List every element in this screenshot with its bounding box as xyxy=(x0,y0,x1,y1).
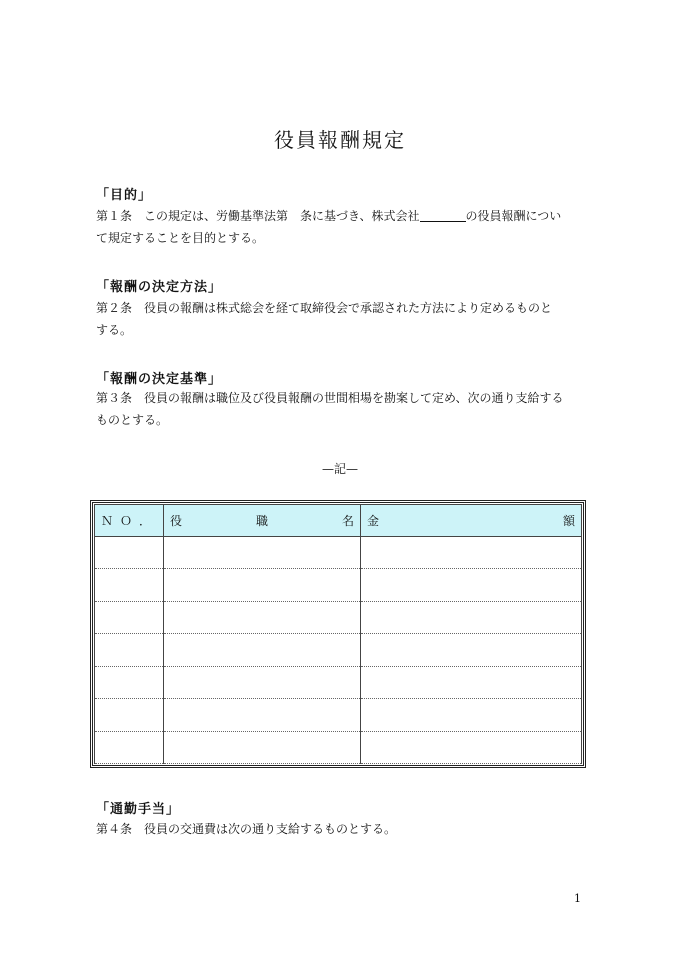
article-3-line-1: 第３条 役員の報酬は職位及び役員報酬の世間相場を勘案して定め、次の通り支給する xyxy=(96,391,564,405)
header-role xyxy=(164,505,361,537)
cell-role[interactable] xyxy=(164,601,361,633)
article-2-text xyxy=(96,297,588,341)
cell-no[interactable] xyxy=(95,731,164,763)
cell-amount[interactable] xyxy=(361,731,582,763)
cell-role[interactable] xyxy=(164,569,361,601)
cell-role[interactable] xyxy=(164,666,361,698)
table-row xyxy=(95,569,582,601)
section-heading-criteria: 「報酬の決定基準」 xyxy=(96,372,223,387)
section-heading-purpose: 「目的」 xyxy=(96,188,153,203)
header-amount-char: 金 xyxy=(367,514,380,528)
article-1-line-1b: の役員報酬につい xyxy=(465,209,562,223)
cell-role[interactable] xyxy=(164,699,361,731)
cell-no[interactable] xyxy=(95,699,164,731)
table-row xyxy=(95,666,582,698)
cell-role[interactable] xyxy=(164,731,361,763)
cell-no[interactable] xyxy=(95,569,164,601)
article-1-line-2: て規定することを目的とする。 xyxy=(96,231,265,245)
compensation-table xyxy=(90,500,586,768)
cell-no[interactable] xyxy=(95,601,164,633)
table-row xyxy=(95,731,582,763)
article-4-text xyxy=(96,818,588,840)
section-heading-commute: 「通勤手当」 xyxy=(96,802,181,817)
cell-amount[interactable] xyxy=(361,699,582,731)
table-row xyxy=(95,634,582,666)
cell-amount[interactable] xyxy=(361,569,582,601)
section-heading-method: 「報酬の決定方法」 xyxy=(96,280,223,295)
header-no-char: Ｏ xyxy=(119,514,138,528)
cell-role[interactable] xyxy=(164,634,361,666)
header-no xyxy=(95,505,164,537)
document-title: 役員報酬規定 xyxy=(274,128,406,152)
header-no-char: Ｎ xyxy=(101,514,120,528)
cell-role[interactable] xyxy=(164,537,361,569)
article-2-line-2: する。 xyxy=(96,323,133,337)
header-amount xyxy=(361,505,582,537)
header-role-char: 役 xyxy=(170,514,183,528)
table-row xyxy=(95,537,582,569)
cell-amount[interactable] xyxy=(361,666,582,698)
article-3-text xyxy=(96,387,588,431)
cell-amount[interactable] xyxy=(361,634,582,666)
cell-no[interactable] xyxy=(95,634,164,666)
article-1-line-1a: 第１条 この規定は、労働基準法第 条に基づき、株式会社 xyxy=(96,209,420,223)
page-number: 1 xyxy=(574,892,581,905)
header-role-char: 職 xyxy=(255,514,268,528)
article-2-line-1: 第２条 役員の報酬は株式総会を経て取締役会で承認された方法により定めるものと xyxy=(96,301,553,315)
cell-amount[interactable] xyxy=(361,537,582,569)
company-name-blank xyxy=(420,209,466,222)
table-header-row xyxy=(95,505,582,537)
article-4-line-1: 第４条 役員の交通費は次の通り支給するものとする。 xyxy=(96,822,397,836)
header-no-char: ． xyxy=(138,514,157,528)
header-amount-char: 額 xyxy=(562,514,575,528)
header-role-char: 名 xyxy=(341,514,354,528)
article-3-line-2: ものとする。 xyxy=(96,413,169,427)
table-row xyxy=(95,699,582,731)
cell-no[interactable] xyxy=(95,666,164,698)
table-row xyxy=(95,601,582,633)
cell-amount[interactable] xyxy=(361,601,582,633)
ki-label: —記— xyxy=(321,462,358,476)
cell-no[interactable] xyxy=(95,537,164,569)
article-1-text xyxy=(96,205,588,249)
